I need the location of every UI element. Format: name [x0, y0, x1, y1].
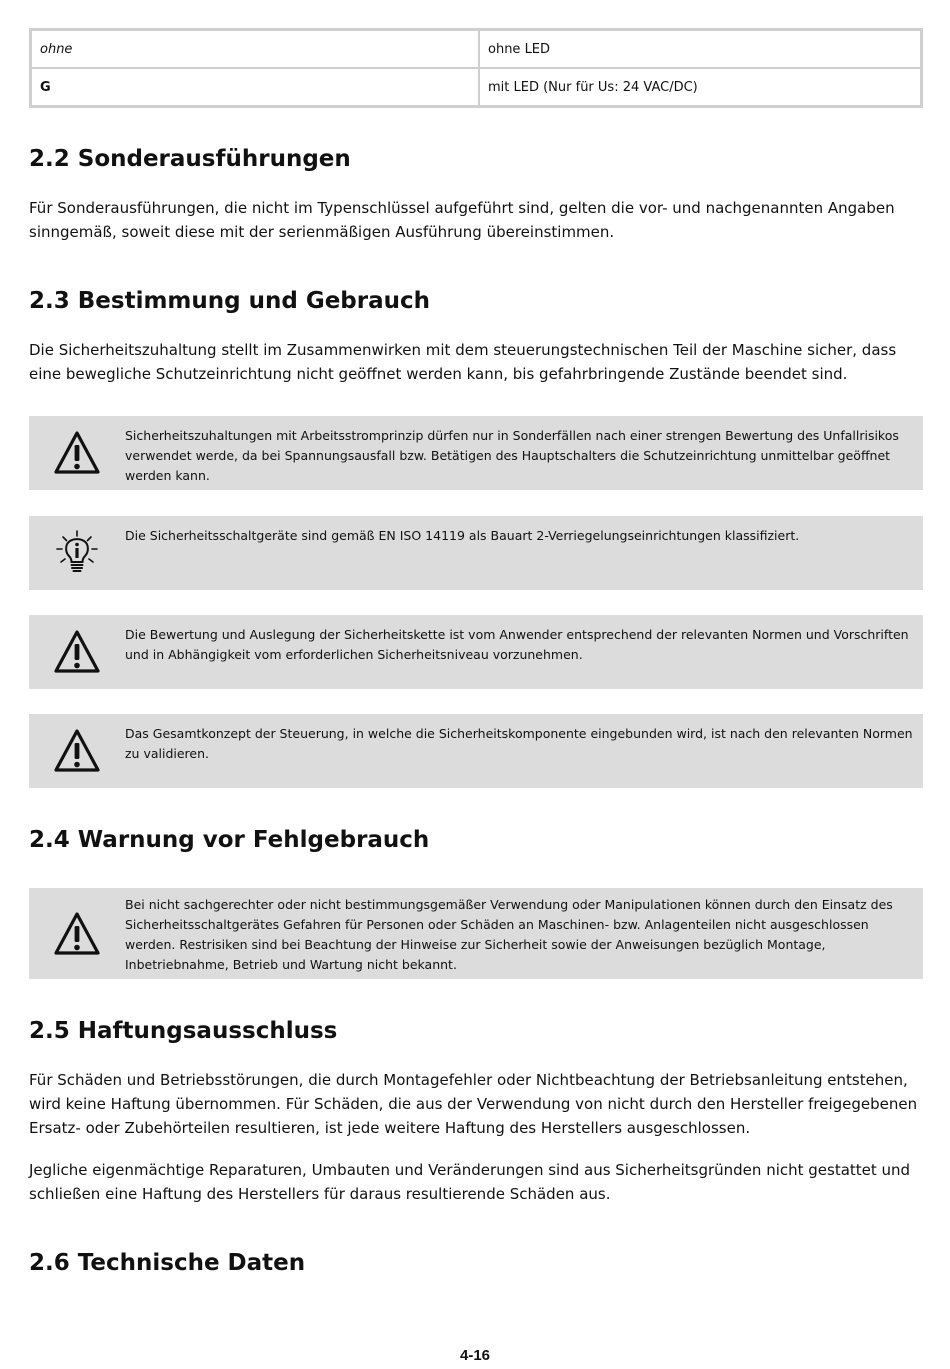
- page-number: 4-16: [459, 1347, 491, 1364]
- option-code-cell: G: [31, 68, 479, 106]
- warning-icon: [53, 429, 101, 477]
- note-text: Die Bewertung und Auslegung der Sicherheitskette ist vom Anwender entsprechend der relevanten Normen und Vorschriften und in Abhängigkeit vom erforderlichen Sicherheitsniveau vorzunehmen.: [125, 627, 909, 662]
- paragraph-haftungsausschluss-1: Für Schäden und Betriebsstörungen, die durch Montagefehler oder Nichtbeachtung der Betriebsanleitung entstehen, wird keine Haftung übernommen. Für Schäden, die aus der Verwendung von nicht durch den Hersteller freigegebenen Ersatz- oder Zubehörteilen resultieren, ist jede weitere Haftung des Herstellers ausgeschlossen.: [29, 1071, 918, 1137]
- table-row: [31, 30, 921, 68]
- option-code-cell: ohne: [31, 30, 479, 68]
- note-text: Sicherheitszuhaltungen mit Arbeitsstromprinzip dürfen nur in Sonderfällen nach einer strengen Bewertung des Unfallrisikos verwendet werde, da bei Spannungsausfall bzw. Betätigen des Hauptschalters die Schutzeinrichtung unmittelbar geöffnet werden kann.: [125, 428, 899, 483]
- info-note: [29, 516, 923, 590]
- paragraph-haftungsausschluss-2: Jegliche eigenmächtige Reparaturen, Umbauten und Veränderungen sind aus Sicherheitsgründen nicht gestattet und schließen eine Haftung des Herstellers für daraus resultierende Schäden aus.: [29, 1161, 911, 1203]
- heading-sonderausfuehrungen: 2.2 Sonderausführungen: [29, 146, 351, 172]
- warning-note: [29, 888, 923, 979]
- table-row: [31, 68, 921, 106]
- note-text: Die Sicherheitsschaltgeräte sind gemäß EN ISO 14119 als Bauart 2-Verriegelungseinrichtungen klassifiziert.: [125, 528, 800, 543]
- warning-icon: [53, 727, 101, 775]
- warning-note: [29, 714, 923, 788]
- heading-warnung-fehlgebrauch: 2.4 Warnung vor Fehlgebrauch: [29, 827, 430, 853]
- option-desc-cell: ohne LED: [479, 30, 921, 68]
- paragraph-sonderausfuehrungen: Für Sonderausführungen, die nicht im Typenschlüssel aufgeführt sind, gelten die vor- und nachgenannten Angaben sinngemäß, soweit diese mit der serienmäßigen Ausführung übereinstimmen.: [29, 199, 895, 241]
- warning-icon: [53, 910, 101, 958]
- warning-icon: [53, 628, 101, 676]
- note-text: Das Gesamtkonzept der Steuerung, in welche die Sicherheitskomponente eingebunden wird, ist nach den relevanten Normen zu validieren.: [125, 726, 913, 761]
- warning-note: [29, 615, 923, 689]
- heading-haftungsausschluss: 2.5 Haftungsausschluss: [29, 1018, 338, 1044]
- warning-note: [29, 416, 923, 490]
- option-desc-cell: mit LED (Nur für Us: 24 VAC/DC): [479, 68, 921, 106]
- paragraph-bestimmung-gebrauch: Die Sicherheitszuhaltung stellt im Zusammenwirken mit dem steuerungstechnischen Teil der Maschine sicher, dass eine bewegliche Schutzeinrichtung nicht geöffnet werden kann, bis gefahrbringende Zustände beendet sind.: [29, 341, 897, 383]
- heading-technische-daten: 2.6 Technische Daten: [29, 1250, 306, 1276]
- heading-bestimmung-gebrauch: 2.3 Bestimmung und Gebrauch: [29, 288, 431, 314]
- led-option-table: [29, 28, 923, 108]
- info-bulb-icon: [53, 529, 101, 577]
- note-text: Bei nicht sachgerechter oder nicht bestimmungsgemäßer Verwendung oder Manipulationen können durch den Einsatz des Sicherheitsschaltgerätes Gefahren für Personen oder Schäden an Maschinen- bzw. Anlagenteilen nicht ausgeschlossen werden. Restrisiken sind bei Beachtung der Hinweise zur Sicherheit sowie der Anweisungen bezüglich Montage, Inbetriebnahme, Betrieb und Wartung nicht bekannt.: [125, 897, 893, 972]
